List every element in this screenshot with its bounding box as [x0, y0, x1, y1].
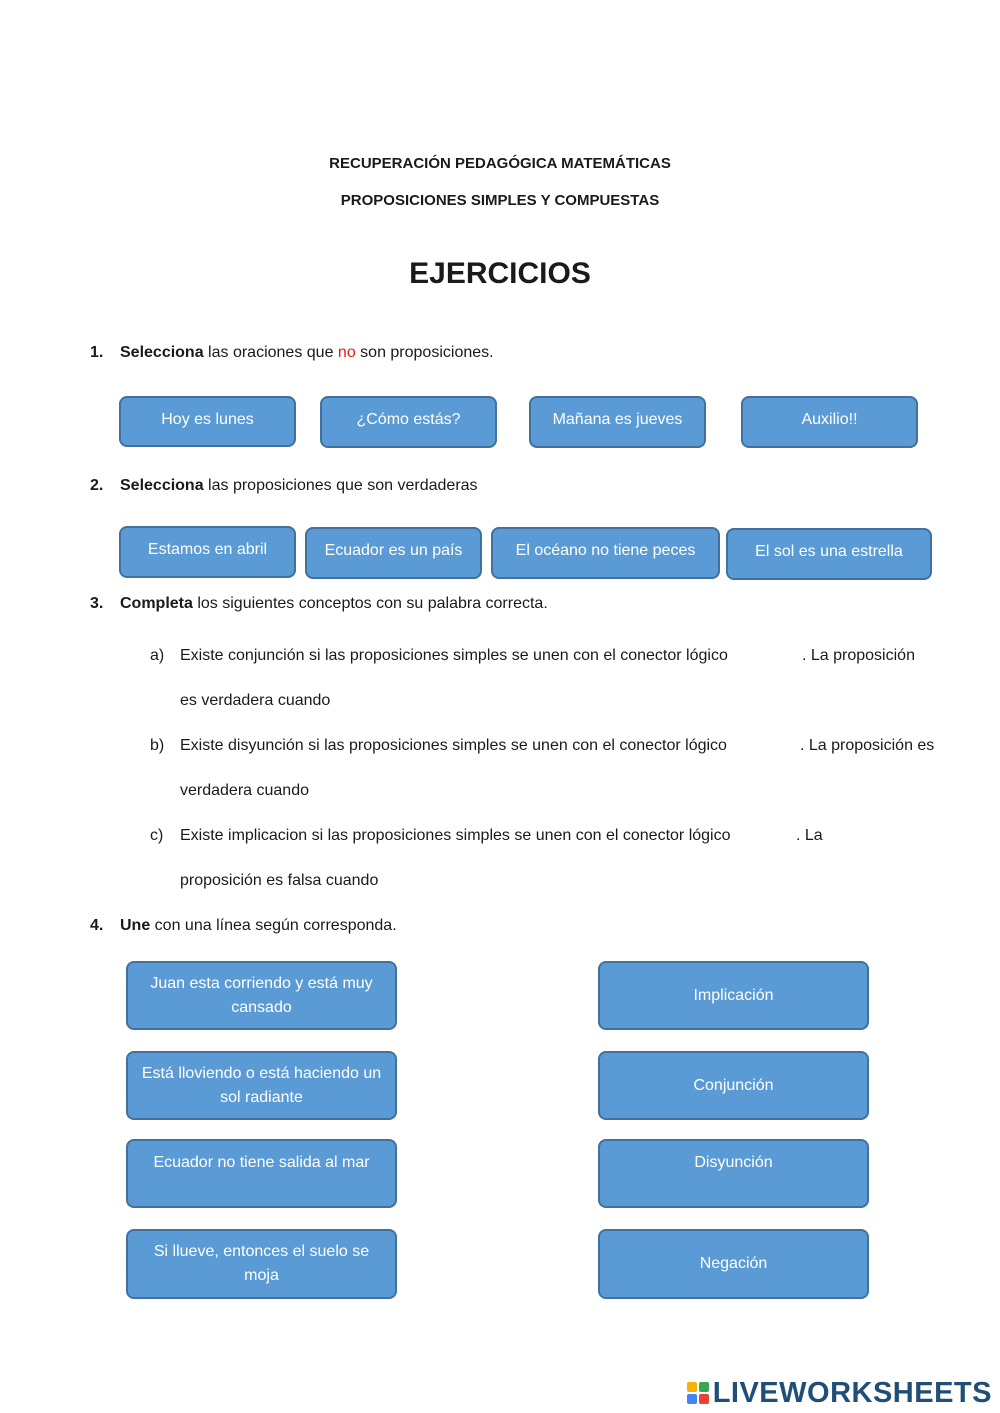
logo-mark-icon [687, 1382, 709, 1404]
q3-item-a-label: a) [150, 647, 165, 664]
question-3-text-body: los siguientes conceptos con su palabra correcta. [192, 595, 548, 612]
question-4 [90, 917, 950, 939]
q3-item-b-tail: . La proposición es [800, 737, 935, 754]
question-3-verb: Completa [120, 595, 193, 612]
q2-option-3[interactable]: El océano no tiene peces [491, 527, 720, 579]
liveworksheets-logo[interactable] [687, 1376, 992, 1410]
question-1-highlight: no [337, 344, 356, 361]
q2-option-1[interactable]: Estamos en abril [119, 526, 296, 578]
q2-option-2[interactable]: Ecuador es un país [305, 527, 482, 579]
q1-option-3[interactable]: Mañana es jueves [529, 396, 706, 448]
q3-item-c-label: c) [150, 827, 164, 844]
q1-option-2[interactable]: ¿Cómo estás? [320, 396, 497, 448]
question-1-text-a: las oraciones que [203, 344, 338, 361]
question-3-text [120, 595, 548, 613]
q4-right-item-1[interactable]: Implicación [598, 961, 869, 1030]
q4-right-item-2[interactable]: Conjunción [598, 1051, 869, 1120]
question-2-text [120, 477, 478, 495]
question-4-verb: Une [120, 917, 151, 934]
q1-option-1[interactable]: Hoy es lunes [119, 396, 296, 447]
q3-item-b-label: b) [150, 737, 165, 754]
q3-item-a-text: Existe conjunción si las proposiciones simples se unen con el conector lógico [180, 647, 728, 664]
q1-option-4[interactable]: Auxilio!! [741, 396, 918, 448]
q3-item-c-tail: . La [796, 827, 823, 844]
q3-item-c-text: Existe implicacion si las proposiciones simples se unen con el conector lógico [180, 827, 731, 844]
question-3 [90, 595, 950, 617]
question-4-text-body: con una línea según corresponda. [150, 917, 397, 934]
question-2 [90, 477, 950, 499]
q3-item-c [150, 827, 950, 849]
page-title: EJERCICIOS [409, 257, 591, 290]
question-2-text-body: las proposiciones que son verdaderas [203, 477, 478, 494]
q3-item-a-line2: es verdadera cuando [180, 692, 331, 709]
q4-left-item-3[interactable]: Ecuador no tiene salida al mar [126, 1139, 397, 1208]
question-1 [90, 344, 950, 366]
question-3-number: 3. [90, 595, 104, 612]
question-1-text [120, 344, 494, 362]
q4-right-item-3[interactable]: Disyunción [598, 1139, 869, 1208]
question-1-text-b: son proposiciones. [355, 344, 494, 361]
question-1-verb: Selecciona [120, 344, 204, 361]
q3-item-b-text: Existe disyunción si las proposiciones simples se unen con el conector lógico [180, 737, 727, 754]
q4-right-item-4[interactable]: Negación [598, 1229, 869, 1299]
q3-item-c-line2: proposición es falsa cuando [180, 872, 379, 889]
q3-item-a-tail: . La proposición [802, 647, 915, 664]
q3-item-b-line2: verdadera cuando [180, 782, 309, 799]
question-2-verb: Selecciona [120, 477, 204, 494]
question-4-text [120, 917, 397, 935]
question-2-number: 2. [90, 477, 104, 494]
q4-left-item-1[interactable]: Juan esta corriendo y está muy cansado [126, 961, 397, 1030]
header-line-1: RECUPERACIÓN PEDAGÓGICA MATEMÁTICAS [329, 155, 671, 172]
logo-text: LIVEWORKSHEETS [712, 1376, 992, 1409]
header-line-2: PROPOSICIONES SIMPLES Y COMPUESTAS [340, 192, 660, 209]
question-4-number: 4. [90, 917, 104, 934]
q2-option-4[interactable]: El sol es una estrella [726, 528, 932, 580]
question-1-number: 1. [90, 344, 104, 361]
q4-left-item-4[interactable]: Si llueve, entonces el suelo se moja [126, 1229, 397, 1299]
q4-left-item-2[interactable]: Está lloviendo o está haciendo un sol radiante [126, 1051, 397, 1120]
